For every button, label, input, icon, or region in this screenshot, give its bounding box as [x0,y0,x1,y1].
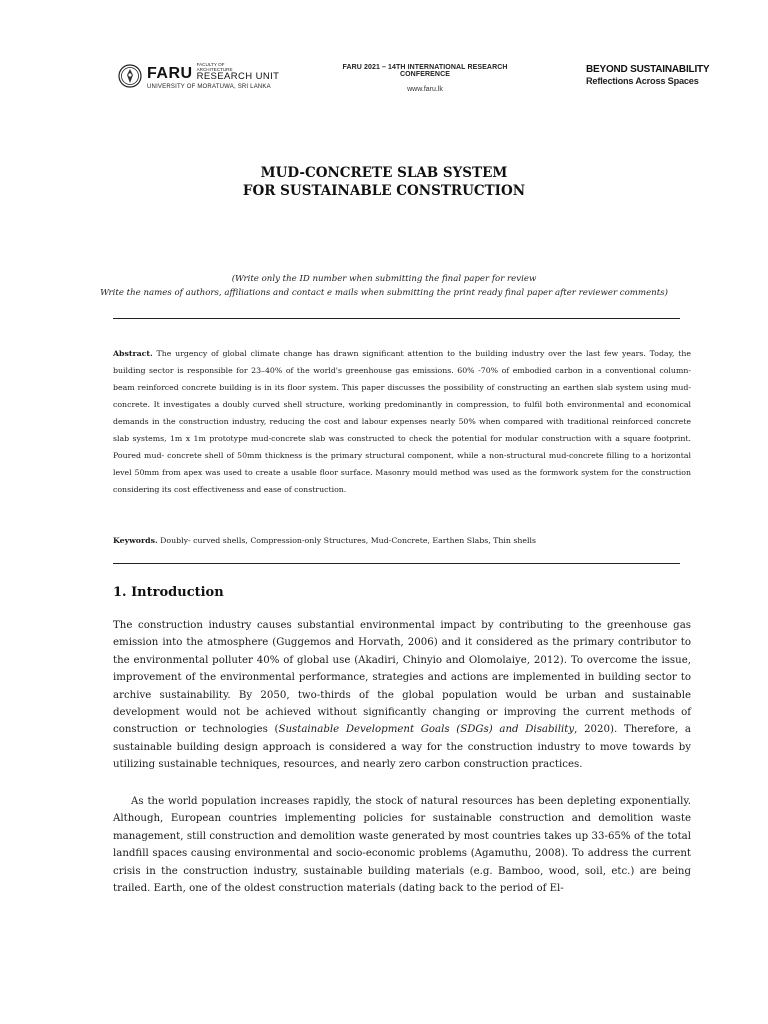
paper-title [0,164,768,200]
conference-theme [586,64,709,86]
submission-instructions [0,272,768,300]
conference-website: www.faru.lk [407,86,443,93]
keywords-label: Keywords. [113,536,158,545]
keywords-text: Doubly- curved shells, Compression-only Structures, Mud-Concrete, Earthen Slabs, Thin shells [157,536,537,545]
page-header [0,58,768,98]
abstract-text: The urgency of global climate change has drawn significant attention to the building industry over the last few years. Today, the building sector is responsible for 23–40% of the world's greenhouse gas emissions. 60% -70% of embodied carbon in a conventional column-beam reinforced concrete building is in its floor system. This paper discusses the possibility of constructing an earthen slab system using mud-concrete. It investigates a doubly curved shell structure, working predominantly in compression, to fulfil both environmental and economical demands in the construction industry, reducing the cost and labour expenses nearly 50% when compared with traditional reinforced concrete slab systems, 1m x 1m prototype mud-concrete slab was constructed to check the potential for modular construction with a square footprint. Poured mud- concrete shell of 50mm thickness is the primary structural component, while a non-structural mud-concrete filling to a horizontal level 50mm from apex was used to create a usable floor surface. Masonry mould method was used as the formwork system for the construction considering its cost effectiveness and ease of construction. [113,349,691,494]
abstract-label: Abstract. [113,349,153,358]
logo-university: UNIVERSITY OF MORATUWA, SRI LANKA [147,83,271,90]
intro-paragraph-1: The construction industry causes substantial environmental impact by contributing to the greenhouse gas emission into the atmosphere (Guggemos and Horvath, 2006) and it considered as the primary contributor to the environmental polluter 40% of global use (Akadiri, Chinyio and Olomolaiye, 2012). To overcome the issue, improvement of the environmental performance, strategies and actions are implemented in building sector to archive sustainability. By 2050, two-thirds of the global population would be urban and sustainable development would not be achieved without significantly changing or improving the current methods of construction or technologies (Sustainable Development Goals (SDGs) and Disability, 2020). Therefore, a sustainable building design approach is considered a way for the construction industry to move towards by utilizing sustainable techniques, resources, and nearly zero carbon construction practices. [113,620,691,771]
theme-line-2: Reflections Across Spaces [586,76,699,86]
title-line-1: MUD-CONCRETE SLAB SYSTEM [260,165,508,181]
section-heading: 1. Introduction [113,585,224,600]
divider-top [113,318,680,319]
divider-bottom [113,563,680,564]
logo-brand: FARU [147,64,193,82]
logo-faculty: FACULTY OF ARCHITECTURE [196,62,233,72]
conference-name: FARU 2021 – 14TH INTERNATIONAL RESEARCH CONFERENCE [342,64,508,78]
university-seal-icon [118,64,142,88]
faru-logo [118,62,279,90]
keywords [113,534,691,548]
title-line-2: FOR SUSTAINABLE CONSTRUCTION [242,183,526,199]
instruction-line-1: (Write only the ID number when submitting the final paper for review [231,274,537,284]
sdg-citation-title: Sustainable Development Goals (SDGs) and Disability [278,724,575,736]
instruction-line-2: Write the names of authors, affiliations and contact e mails when submitting the print ready final paper after reviewer comments) [100,288,668,298]
conference-info [340,64,510,93]
logo-unit: RESEARCH UNIT [196,71,280,82]
intro-paragraph-2: As the world population increases rapidly, the stock of natural resources has been depleting exponentially. Although, European countries implementing policies for sustainable construction and demolition waste management, still construction and demolition waste generated by most countries takes up 33-65% of the total landfill spaces causing environmental and socio-economic problems (Agamuthu, 2008). To address the current crisis in the construction industry, sustainable building materials (e.g. Bamboo, wood, soil, etc.) are being trailed. Earth, one of the oldest construction materials (dating back to the period of El- [113,796,691,895]
abstract [113,345,691,498]
theme-line-1: BEYOND SUSTAINABILITY [586,64,710,75]
